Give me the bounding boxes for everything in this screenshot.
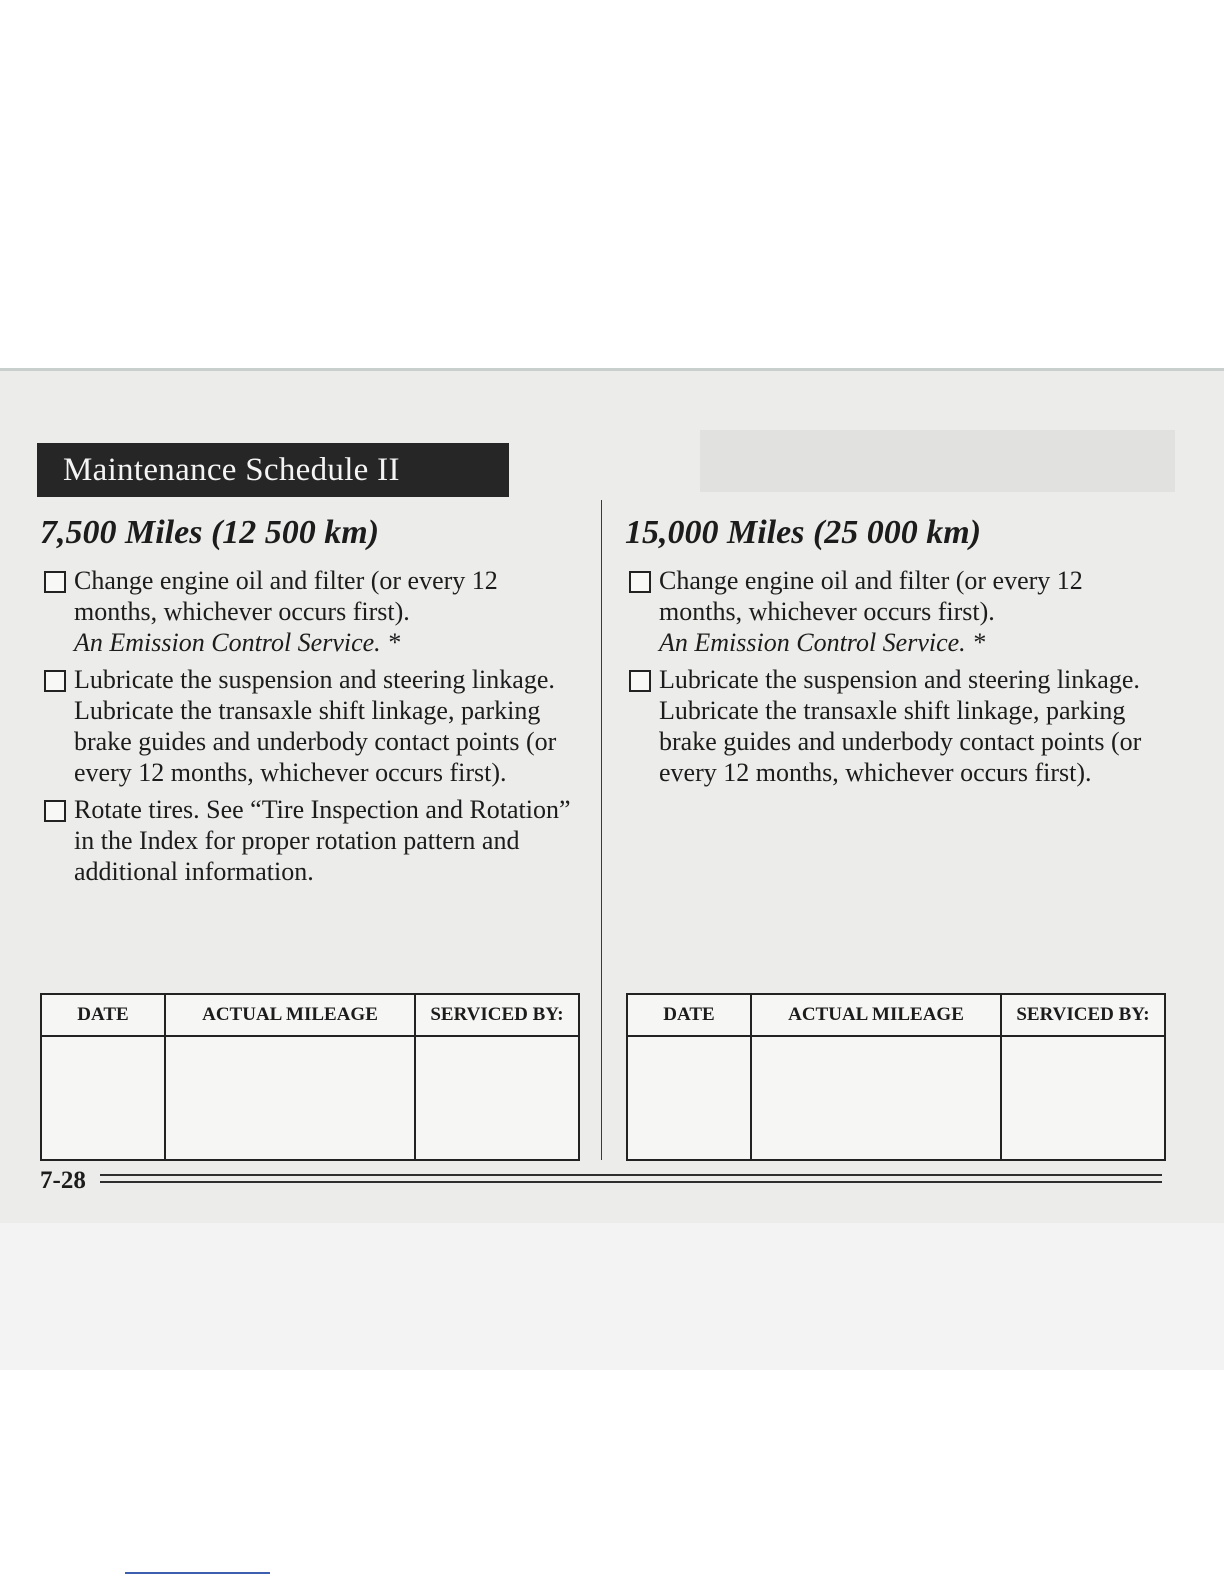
page-number: 7-28: [40, 1167, 86, 1194]
date-column-header: DATE: [627, 994, 751, 1036]
serviced-by-column-header: SERVICED BY:: [1001, 994, 1165, 1036]
serviced-by-entry-cell[interactable]: [415, 1036, 579, 1160]
mileage-entry-cell[interactable]: [165, 1036, 415, 1160]
right-column: [625, 512, 1170, 788]
left-column: [40, 512, 585, 887]
footer-link-underline: [125, 1572, 270, 1574]
right-checklist: [625, 565, 1170, 788]
date-column-header: DATE: [41, 994, 165, 1036]
checklist-item: [40, 664, 585, 788]
checklist-item: [40, 794, 585, 887]
checkbox[interactable]: [44, 571, 66, 593]
checklist-item: [40, 565, 585, 658]
table-header-row: [627, 994, 1165, 1036]
checklist-item-note: An Emission Control Service. *: [74, 628, 401, 657]
checklist-item-text: Lubricate the suspension and steering linkage. Lubricate the transaxle shift linkage, parking brake guides and underbody contact points (or every 12 months, whichever occurs first).: [74, 665, 557, 787]
actual-mileage-column-header: ACTUAL MILEAGE: [165, 994, 415, 1036]
section-title: Maintenance Schedule II: [37, 443, 509, 497]
checklist-item-text: Change engine oil and filter (or every 12 months, whichever occurs first).: [74, 566, 498, 626]
right-mileage-heading: 15,000 Miles (25 000 km): [625, 514, 982, 551]
checklist-item-note: An Emission Control Service. *: [659, 628, 986, 657]
page-background-band: [0, 1223, 1224, 1370]
footer-rule: [100, 1174, 1162, 1176]
column-divider: [601, 500, 602, 1160]
left-checklist: [40, 565, 585, 887]
table-header-row: [41, 994, 579, 1036]
bleed-through-shadow: [700, 430, 1175, 492]
checklist-item: [625, 664, 1170, 788]
checklist-item: [625, 565, 1170, 658]
checklist-item-text: Change engine oil and filter (or every 12 months, whichever occurs first).: [659, 566, 1083, 626]
actual-mileage-column-header: ACTUAL MILEAGE: [751, 994, 1001, 1036]
checklist-item-text: Rotate tires. See “Tire Inspection and Rotation” in the Index for proper rotation pattern and additional information.: [74, 795, 571, 886]
date-entry-cell[interactable]: [627, 1036, 751, 1160]
mileage-entry-cell[interactable]: [751, 1036, 1001, 1160]
checkbox[interactable]: [629, 670, 651, 692]
right-service-log-table: [626, 993, 1166, 1161]
date-entry-cell[interactable]: [41, 1036, 165, 1160]
checkbox[interactable]: [44, 800, 66, 822]
checkbox[interactable]: [629, 571, 651, 593]
checklist-item-text: Lubricate the suspension and steering linkage. Lubricate the transaxle shift linkage, parking brake guides and underbody contact points (or every 12 months, whichever occurs first).: [659, 665, 1142, 787]
checkbox[interactable]: [44, 670, 66, 692]
footer-rule: [100, 1181, 1162, 1183]
left-mileage-heading: 7,500 Miles (12 500 km): [40, 514, 380, 551]
serviced-by-column-header: SERVICED BY:: [415, 994, 579, 1036]
serviced-by-entry-cell[interactable]: [1001, 1036, 1165, 1160]
table-row: [627, 1036, 1165, 1160]
table-row: [41, 1036, 579, 1160]
left-service-log-table: [40, 993, 580, 1161]
